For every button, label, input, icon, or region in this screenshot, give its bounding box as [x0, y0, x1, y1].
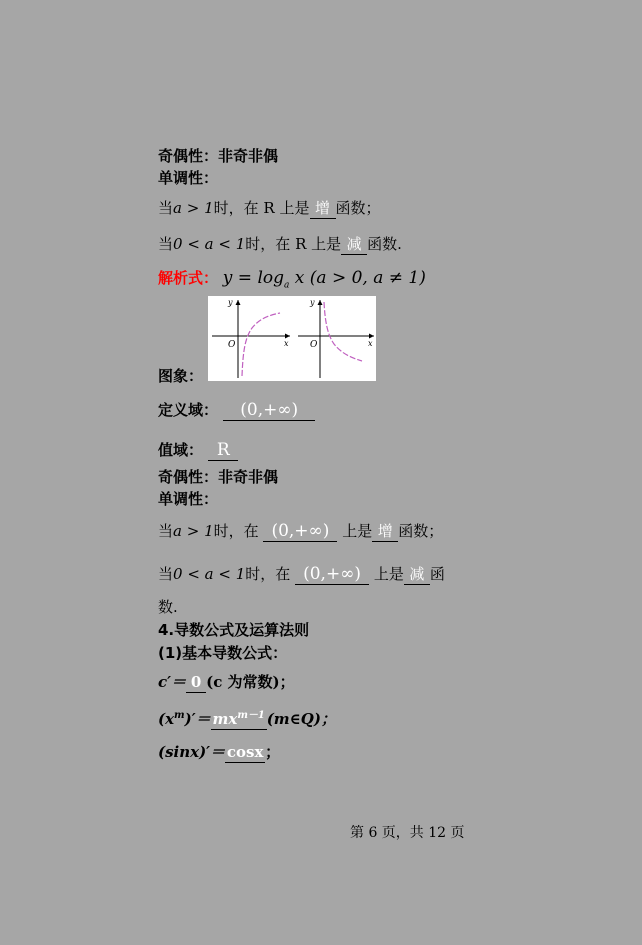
log-formula-label: 解析式：	[158, 269, 219, 287]
graph2-y-label: y	[310, 298, 315, 307]
page-footer: 第 6 页，共 12 页	[350, 825, 465, 841]
log-case2-interval-blank: (0,+∞)	[295, 564, 369, 585]
log-case-2: 当0 < a < 1时，在 (0,+∞) 上是 减 函	[158, 564, 445, 584]
log-case1-blank: 增	[372, 521, 398, 542]
graph1-origin: O	[228, 340, 236, 350]
log-case1-interval-blank: (0,+∞)	[263, 521, 337, 542]
log-graphs-svg	[208, 296, 376, 381]
log-domain-blank: (0,+∞)	[223, 400, 315, 421]
graph2-x-label: x	[368, 339, 373, 348]
log-graph-label: 图象：	[158, 367, 204, 385]
exp-parity: 奇偶性：非奇非偶	[158, 147, 279, 165]
derivative-blank-1: 0	[186, 672, 206, 693]
exp-case2-blank: 减	[341, 234, 367, 255]
derivative-formula-1: c′＝ 0 (c 为常数)；	[158, 673, 295, 691]
log-formula: $y = \log_a x$ (a > 0, a ≠ 1)	[222, 268, 426, 291]
graph2-origin: O	[310, 340, 318, 350]
log-domain-row: 定义域： (0,+∞)	[158, 400, 315, 421]
derivative-blank-2: $mx^{m-1}$	[211, 706, 267, 730]
log-parity: 奇偶性：非奇非偶	[158, 468, 279, 486]
log-case2-blank: 减	[404, 564, 430, 585]
derivative-blank-3: cosx	[226, 743, 264, 761]
log-graph-a-gt-1	[212, 298, 290, 378]
graph1-y-label: y	[228, 298, 233, 307]
log-monotonic-label: 单调性：	[158, 490, 219, 508]
derivative-subheading: (1)基本导数公式：	[158, 644, 288, 662]
log-case-2-wrap: 数.	[158, 598, 178, 616]
derivative-formula-2: $(x^m)'= mx^{m-1}$ (m∈Q)；	[158, 706, 336, 730]
derivative-formula-3: (sinx)′＝ cosx ；	[158, 743, 281, 761]
log-graphs-image	[208, 296, 376, 381]
log-case-1: 当a > 1时，在 (0,+∞) 上是 增 函数；	[158, 521, 444, 541]
exp-monotonic-label: 单调性：	[158, 169, 219, 187]
exp-case-2: 当0 < a < 1时，在 R 上是 减 函数.	[158, 235, 402, 253]
exp-case1-blank: 增	[310, 198, 336, 219]
log-graph-a-lt-1	[298, 298, 374, 378]
graph1-x-label: x	[284, 339, 289, 348]
log-formula-row	[158, 268, 426, 295]
log-range-blank: R	[208, 440, 238, 461]
derivative-heading: 4.导数公式及运算法则	[158, 621, 310, 639]
exp-case-1: 当a > 1时，在 R 上是 增 函数；	[158, 199, 381, 217]
log-range-row: 值域： R	[158, 440, 238, 461]
